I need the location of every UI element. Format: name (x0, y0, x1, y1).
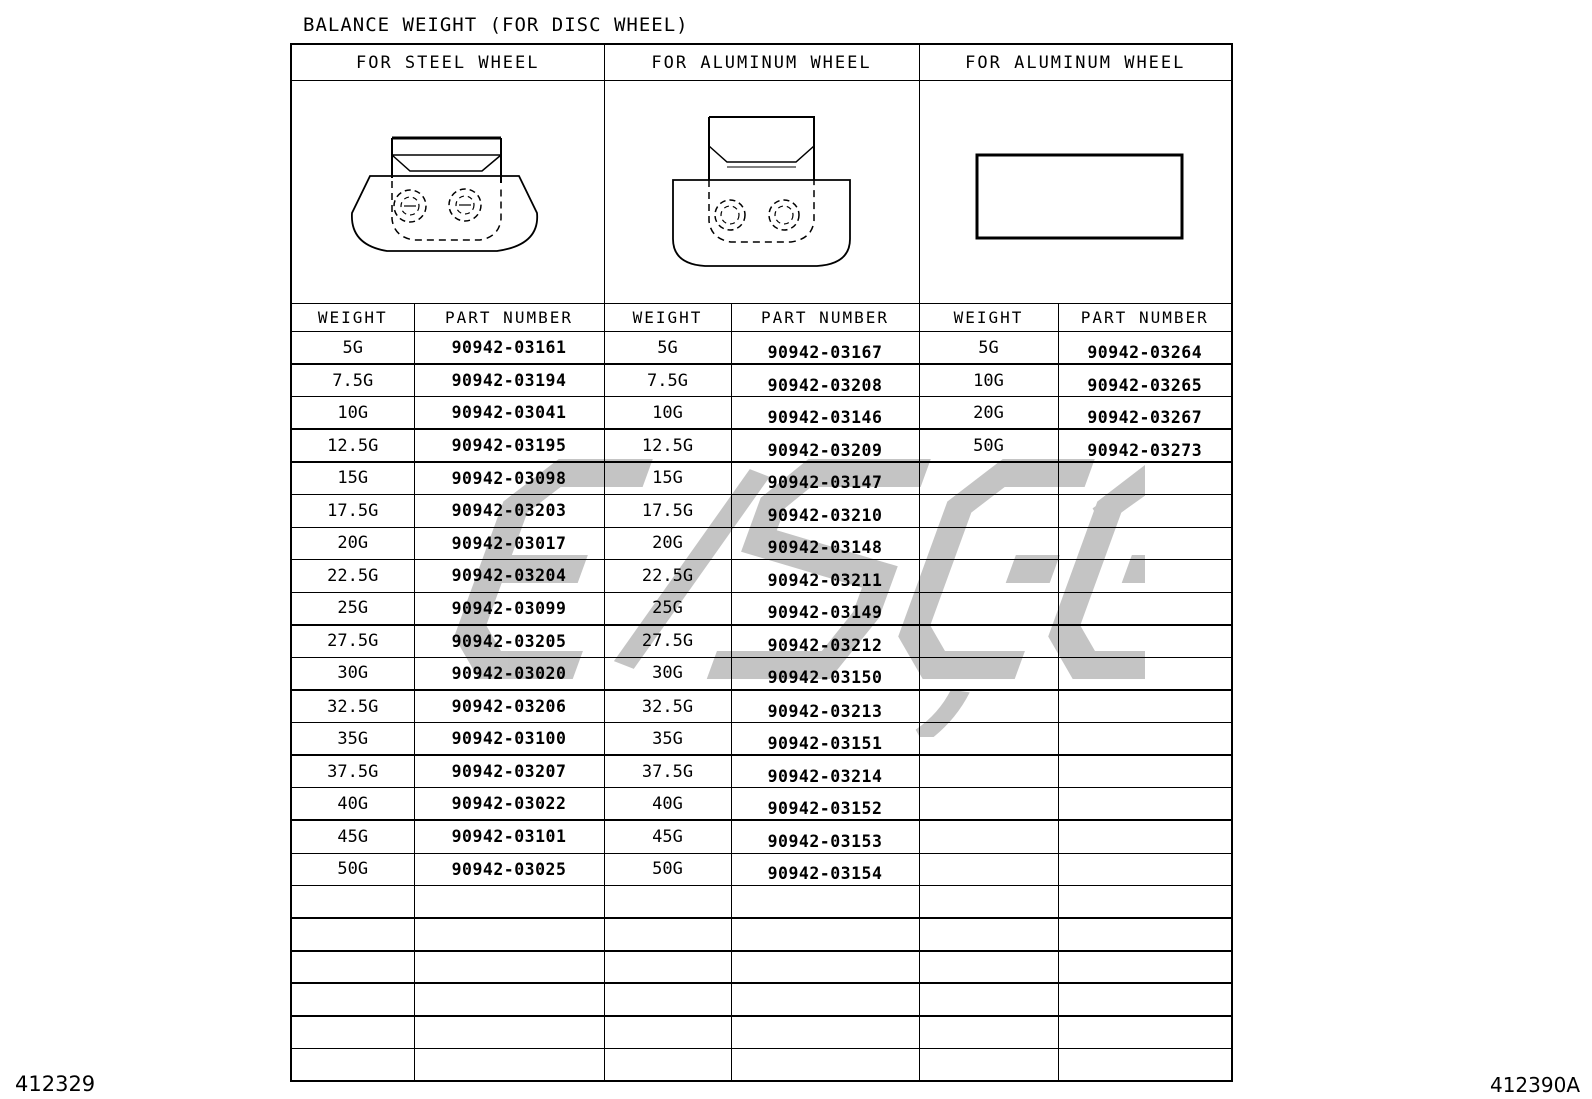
part-number-cell (1058, 723, 1232, 756)
steel-clip-weight-diagram (292, 81, 604, 303)
part-number-cell (1058, 918, 1232, 951)
part-number-cell (1058, 853, 1232, 886)
part-number-cell (414, 951, 604, 984)
part-number-cell (1058, 1016, 1232, 1049)
part-number-cell: 90942-03017 (414, 527, 604, 560)
table-row (291, 657, 1232, 690)
part-number-cell: 90942-03194 (414, 364, 604, 397)
column-header-aluminum-wheel-1: FOR ALUMINUM WHEEL (604, 44, 919, 81)
weight-cell (604, 1049, 731, 1082)
part-number-cell (1058, 951, 1232, 984)
table-row (291, 527, 1232, 560)
weight-cell (919, 592, 1058, 625)
part-number-cell: 90942-03041 (414, 397, 604, 430)
part-number-cell: 90942-03100 (414, 723, 604, 756)
column-header-steel-wheel: FOR STEEL WHEEL (291, 44, 604, 81)
part-number-cell: 90942-03208 (731, 364, 919, 397)
group-header-row (291, 44, 1232, 81)
table-row (291, 494, 1232, 527)
weight-cell (604, 983, 731, 1016)
part-number-cell: 90942-03213 (731, 690, 919, 723)
table-row (291, 690, 1232, 723)
weight-cell (919, 494, 1058, 527)
part-number-cell: 90942-03022 (414, 788, 604, 821)
weight-cell: 50G (291, 853, 414, 886)
weight-cell: 12.5G (291, 429, 414, 462)
weight-cell: 22.5G (604, 560, 731, 593)
weight-cell: 7.5G (604, 364, 731, 397)
diagram-cell-steel (291, 81, 604, 304)
part-number-cell (1058, 820, 1232, 853)
part-number-cell: 90942-03098 (414, 462, 604, 495)
weight-cell: 7.5G (291, 364, 414, 397)
diagram-cell-aluminum-2 (919, 81, 1232, 304)
part-number-cell (1058, 755, 1232, 788)
part-number-cell (731, 951, 919, 984)
table-row (291, 723, 1232, 756)
table-row (291, 462, 1232, 495)
diagram-row (291, 81, 1232, 304)
part-number-cell (414, 886, 604, 919)
table-row (291, 429, 1232, 462)
part-number-cell (1058, 1049, 1232, 1082)
part-number-cell (1058, 657, 1232, 690)
weight-cell: 35G (604, 723, 731, 756)
weight-cell (919, 918, 1058, 951)
weight-cell (291, 983, 414, 1016)
weight-cell (919, 820, 1058, 853)
weight-cell (604, 886, 731, 919)
drawing-code: 412390A (1489, 1073, 1580, 1097)
table-row (291, 918, 1232, 951)
weight-cell: 5G (291, 332, 414, 365)
weight-cell: 17.5G (604, 494, 731, 527)
part-number-cell: 90942-03206 (414, 690, 604, 723)
table-row (291, 592, 1232, 625)
weight-cell: 30G (291, 657, 414, 690)
part-number-cell: 90942-03264 (1058, 332, 1232, 365)
part-number-cell: 90942-03204 (414, 560, 604, 593)
weight-header-aluminum-2: WEIGHT (919, 304, 1058, 332)
weight-cell: 25G (604, 592, 731, 625)
weight-cell: 40G (604, 788, 731, 821)
weight-cell (604, 918, 731, 951)
weight-cell (291, 1049, 414, 1082)
weight-cell (919, 886, 1058, 919)
part-number-cell: 90942-03212 (731, 625, 919, 658)
table-row (291, 951, 1232, 984)
table-row (291, 625, 1232, 658)
part-number-cell: 90942-03203 (414, 494, 604, 527)
weight-cell: 27.5G (291, 625, 414, 658)
weight-cell (919, 755, 1058, 788)
weight-cell (919, 657, 1058, 690)
table-row (291, 1016, 1232, 1049)
part-number-header-aluminum-1: PART NUMBER (731, 304, 919, 332)
part-number-cell: 90942-03020 (414, 657, 604, 690)
table-row (291, 886, 1232, 919)
weight-cell: 32.5G (604, 690, 731, 723)
part-number-cell: 90942-03146 (731, 397, 919, 430)
table-row (291, 853, 1232, 886)
part-number-cell: 90942-03267 (1058, 397, 1232, 430)
weight-cell (919, 462, 1058, 495)
part-number-cell: 90942-03148 (731, 527, 919, 560)
weight-cell: 10G (919, 364, 1058, 397)
table-row (291, 820, 1232, 853)
table-row (291, 1049, 1232, 1082)
weight-cell: 27.5G (604, 625, 731, 658)
weight-cell: 37.5G (291, 755, 414, 788)
part-number-cell (1058, 494, 1232, 527)
weight-cell (604, 951, 731, 984)
weight-cell: 50G (919, 429, 1058, 462)
part-number-cell: 90942-03207 (414, 755, 604, 788)
part-number-cell (731, 918, 919, 951)
part-number-cell: 90942-03149 (731, 592, 919, 625)
weight-cell: 10G (604, 397, 731, 430)
weight-cell: 40G (291, 788, 414, 821)
table-row (291, 364, 1232, 397)
part-number-cell: 90942-03101 (414, 820, 604, 853)
weight-cell (291, 886, 414, 919)
part-number-cell (1058, 983, 1232, 1016)
weight-cell: 25G (291, 592, 414, 625)
weight-cell: 50G (604, 853, 731, 886)
part-number-cell: 90942-03025 (414, 853, 604, 886)
page-title: BALANCE WEIGHT (FOR DISC WHEEL) (303, 14, 689, 36)
weight-cell: 45G (604, 820, 731, 853)
part-number-cell: 90942-03195 (414, 429, 604, 462)
weight-cell (919, 560, 1058, 593)
table-row (291, 560, 1232, 593)
part-number-cell (414, 918, 604, 951)
part-number-cell: 90942-03152 (731, 788, 919, 821)
weight-cell: 22.5G (291, 560, 414, 593)
part-number-cell: 90942-03147 (731, 462, 919, 495)
part-number-cell (731, 983, 919, 1016)
part-number-cell (1058, 788, 1232, 821)
weight-cell: 5G (604, 332, 731, 365)
weight-cell: 10G (291, 397, 414, 430)
part-number-cell: 90942-03205 (414, 625, 604, 658)
part-number-cell (1058, 592, 1232, 625)
column-header-aluminum-wheel-2: FOR ALUMINUM WHEEL (919, 44, 1232, 81)
weight-cell: 17.5G (291, 494, 414, 527)
aluminum-stick-weight-diagram (920, 81, 1233, 303)
weight-header-aluminum-1: WEIGHT (604, 304, 731, 332)
weight-cell (919, 690, 1058, 723)
part-number-cell: 90942-03153 (731, 820, 919, 853)
part-number-header-steel: PART NUMBER (414, 304, 604, 332)
balance-weight-table (290, 43, 1233, 1082)
part-number-cell (1058, 690, 1232, 723)
part-number-cell (1058, 462, 1232, 495)
weight-cell (291, 1016, 414, 1049)
table-row (291, 755, 1232, 788)
part-number-cell: 90942-03154 (731, 853, 919, 886)
table-row (291, 983, 1232, 1016)
sub-header-row (291, 304, 1232, 332)
figure-number: 412329 (15, 1072, 96, 1096)
part-number-cell (1058, 886, 1232, 919)
weight-cell: 20G (919, 397, 1058, 430)
weight-cell (291, 918, 414, 951)
weight-header-steel: WEIGHT (291, 304, 414, 332)
part-number-cell: 90942-03273 (1058, 429, 1232, 462)
part-number-cell (731, 1016, 919, 1049)
part-number-cell: 90942-03151 (731, 723, 919, 756)
part-number-cell (1058, 527, 1232, 560)
weight-cell: 37.5G (604, 755, 731, 788)
weight-cell: 35G (291, 723, 414, 756)
aluminum-clip-weight-diagram (605, 81, 920, 303)
weight-cell (291, 951, 414, 984)
part-number-cell: 90942-03150 (731, 657, 919, 690)
weight-cell: 45G (291, 820, 414, 853)
weight-cell: 5G (919, 332, 1058, 365)
weight-cell (919, 1049, 1058, 1082)
diagram-cell-aluminum-1 (604, 81, 919, 304)
weight-cell: 32.5G (291, 690, 414, 723)
part-number-cell: 90942-03214 (731, 755, 919, 788)
part-number-cell: 90942-03209 (731, 429, 919, 462)
part-number-cell: 90942-03099 (414, 592, 604, 625)
part-number-cell: 90942-03167 (731, 332, 919, 365)
part-number-cell (1058, 625, 1232, 658)
part-number-cell (414, 1016, 604, 1049)
weight-cell: 30G (604, 657, 731, 690)
part-number-header-aluminum-2: PART NUMBER (1058, 304, 1232, 332)
weight-cell: 20G (291, 527, 414, 560)
table-row (291, 788, 1232, 821)
weight-cell (919, 983, 1058, 1016)
part-number-cell (414, 983, 604, 1016)
weight-cell (919, 527, 1058, 560)
weight-cell (919, 723, 1058, 756)
part-number-cell (414, 1049, 604, 1082)
weight-cell: 15G (291, 462, 414, 495)
table-row (291, 397, 1232, 430)
part-number-cell (731, 886, 919, 919)
table-body (291, 332, 1232, 1082)
weight-cell (919, 951, 1058, 984)
weight-cell (604, 1016, 731, 1049)
part-number-cell: 90942-03265 (1058, 364, 1232, 397)
weight-cell (919, 625, 1058, 658)
weight-cell: 15G (604, 462, 731, 495)
weight-cell (919, 853, 1058, 886)
part-number-cell (1058, 560, 1232, 593)
weight-cell: 12.5G (604, 429, 731, 462)
part-number-cell: 90942-03211 (731, 560, 919, 593)
table-row (291, 332, 1232, 365)
part-number-cell: 90942-03161 (414, 332, 604, 365)
part-number-cell (731, 1049, 919, 1082)
weight-cell (919, 1016, 1058, 1049)
weight-cell: 20G (604, 527, 731, 560)
weight-cell (919, 788, 1058, 821)
part-number-cell: 90942-03210 (731, 494, 919, 527)
